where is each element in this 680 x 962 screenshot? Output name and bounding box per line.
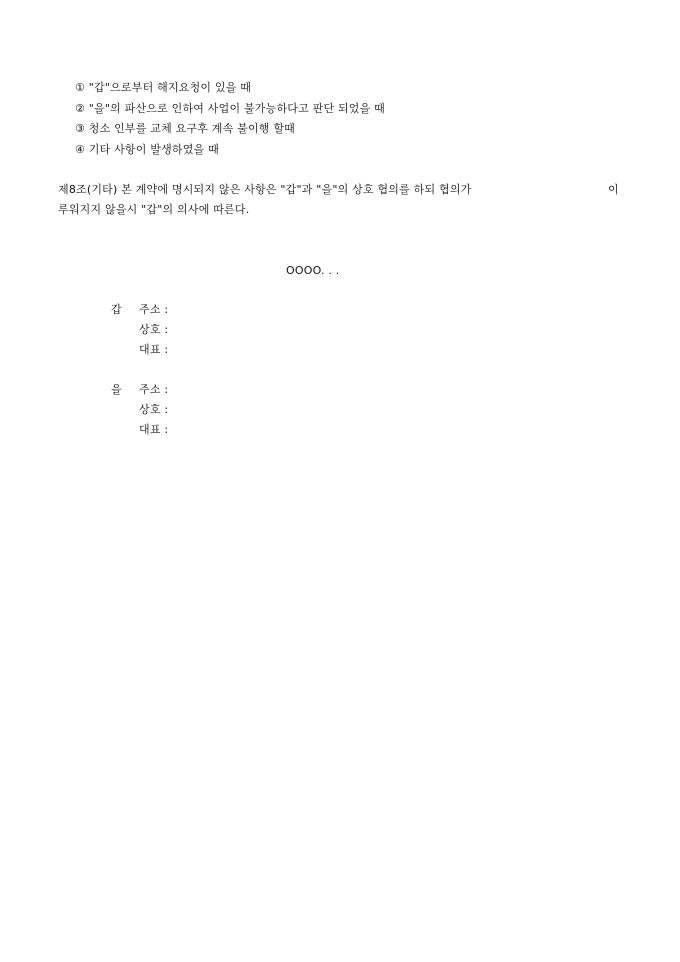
party-a-label: 갑 <box>111 303 122 316</box>
party-a-representative: 대표 : <box>139 343 169 356</box>
condition-item-2: ② "을"의 파산으로 인하여 사업이 불가능하다고 판단 되었을 때 <box>75 102 385 115</box>
article-8-line-1-tail: 이 <box>608 183 619 196</box>
party-b-address: 주소 : <box>139 383 169 396</box>
condition-item-3: ③ 청소 인부를 교체 요구후 계속 불이행 할때 <box>75 122 295 135</box>
article-8-line-2: 루워지지 않을시 "갑"의 의사에 따른다. <box>58 203 250 216</box>
condition-item-4: ④ 기타 사항이 발생하였을 때 <box>75 143 219 156</box>
date-line: OOOO. . . <box>286 264 340 277</box>
condition-item-1: ① "갑"으로부터 해지요청이 있을 때 <box>75 81 252 94</box>
party-a-address: 주소 : <box>139 303 169 316</box>
party-a-company: 상호 : <box>139 323 169 336</box>
party-b-company: 상호 : <box>139 403 169 416</box>
party-b-representative: 대표 : <box>139 423 169 436</box>
article-8-line-1: 제8조(기타) 본 계약에 명시되지 않은 사항은 "갑"과 "을"의 상호 협의를 하되 협의가 <box>58 183 472 196</box>
party-b-label: 을 <box>111 383 122 396</box>
